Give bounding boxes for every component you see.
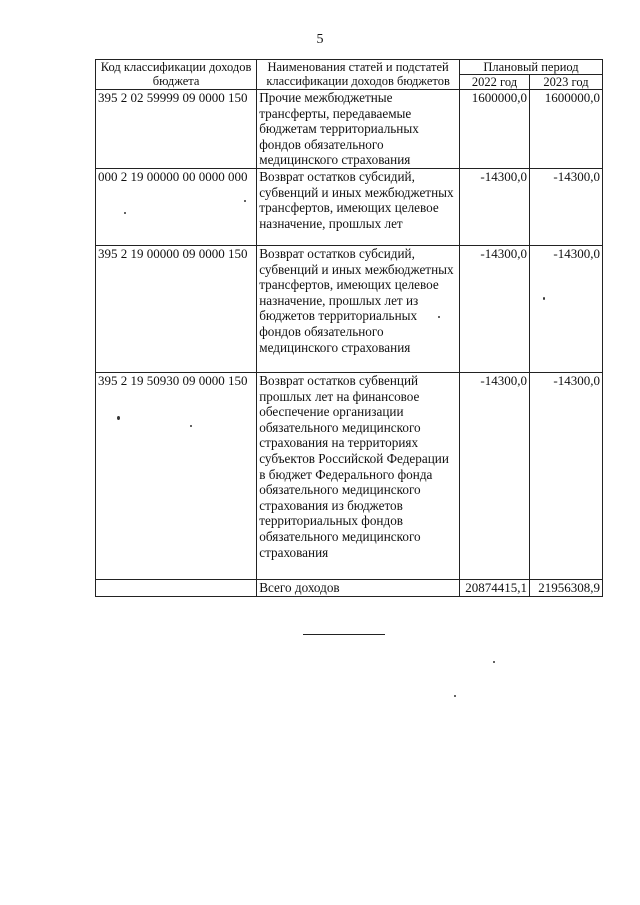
table-header-row bbox=[96, 60, 603, 75]
total-value-2023: 21956308,9 bbox=[529, 579, 602, 596]
header-year-2022: 2022 год bbox=[460, 75, 530, 90]
end-rule bbox=[303, 634, 385, 635]
row-code: 395 2 19 50930 09 0000 150 bbox=[96, 372, 257, 579]
scan-speck bbox=[244, 200, 246, 202]
row-name: Возврат остатков субсидий, субвенций и иных межбюджетных трансфертов, имеющих целевое назначение, прошлых лет bbox=[257, 168, 460, 245]
total-label: Всего доходов bbox=[257, 579, 460, 596]
row-name: Возврат остатков субсидий, субвенций и иных межбюджетных трансфертов, имеющих целевое назначение, прошлых лет из бюджетов территориальных фондов обязательного медицинского страхования bbox=[257, 245, 460, 372]
scan-speck bbox=[124, 212, 126, 214]
table-row bbox=[96, 168, 603, 245]
header-period: Плановый период bbox=[460, 60, 603, 75]
table-row bbox=[96, 90, 603, 169]
row-value-2023: -14300,0 bbox=[529, 245, 602, 372]
row-value-2022: 1600000,0 bbox=[460, 90, 530, 169]
total-value-2022: 20874415,1 bbox=[460, 579, 530, 596]
row-code: 395 2 02 59999 09 0000 150 bbox=[96, 90, 257, 169]
row-value-2023: -14300,0 bbox=[529, 372, 602, 579]
header-code: Код классификации доходов бюджета bbox=[96, 60, 257, 90]
header-year-2023: 2023 год bbox=[529, 75, 602, 90]
scan-speck bbox=[493, 661, 495, 663]
scan-speck bbox=[543, 297, 545, 300]
row-value-2022: -14300,0 bbox=[460, 168, 530, 245]
scan-speck bbox=[117, 416, 120, 420]
revenue-table bbox=[95, 59, 603, 597]
header-name: Наименования статей и подстатей классификации доходов бюджетов bbox=[257, 60, 460, 90]
table-row bbox=[96, 245, 603, 372]
scan-speck bbox=[438, 316, 440, 318]
row-value-2023: 1600000,0 bbox=[529, 90, 602, 169]
page-number: 5 bbox=[316, 32, 324, 47]
row-code: 000 2 19 00000 00 0000 000 bbox=[96, 168, 257, 245]
scan-speck bbox=[190, 425, 192, 427]
row-value-2022: -14300,0 bbox=[460, 245, 530, 372]
total-code bbox=[96, 579, 257, 596]
row-value-2023: -14300,0 bbox=[529, 168, 602, 245]
scan-speck bbox=[454, 695, 456, 697]
table-row bbox=[96, 372, 603, 579]
table-total-row bbox=[96, 579, 603, 596]
row-code: 395 2 19 00000 09 0000 150 bbox=[96, 245, 257, 372]
row-value-2022: -14300,0 bbox=[460, 372, 530, 579]
row-name: Возврат остатков субвенций прошлых лет на финансовое обеспечение организации обязательного медицинского страхования на территориях субъектов Российской Федерации в бюджет Федерального фонда обязательного медицинского страхования из бюджетов территориальных фондов обязательного медицинского страхования bbox=[257, 372, 460, 579]
row-name: Прочие межбюджетные трансферты, передаваемые бюджетам территориальных фондов обязательного медицинского страхования bbox=[257, 90, 460, 169]
